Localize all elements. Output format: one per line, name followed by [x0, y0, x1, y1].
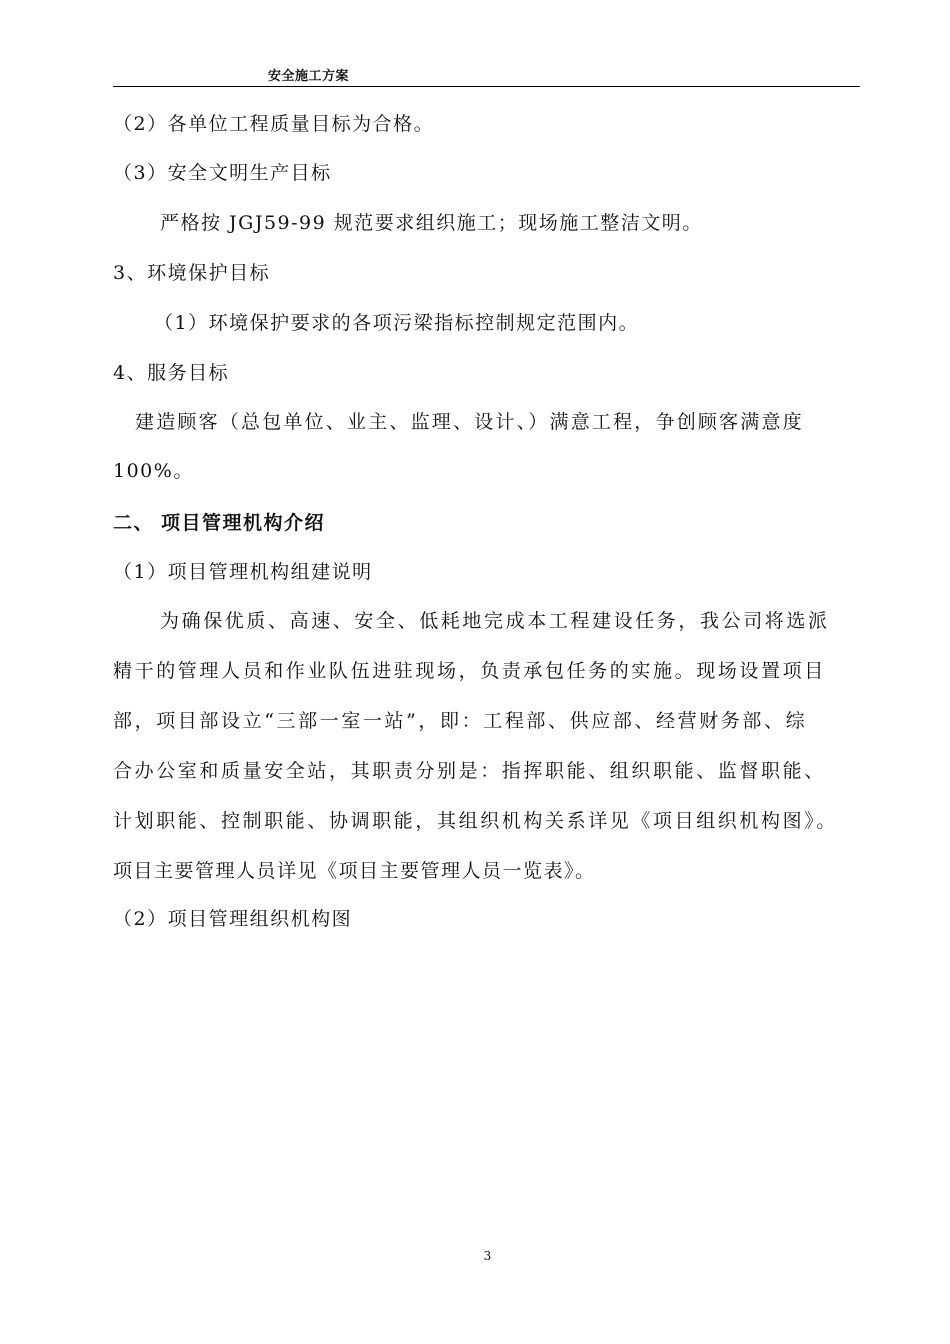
text-line: 严格按 JGJ59-99 规范要求组织施工；现场施工整洁文明。	[160, 212, 703, 234]
text-line: （1）环境保护要求的各项污梁指标控制规定范围内。	[154, 312, 640, 334]
paragraph-line: 为确保优质、高速、安全、低耗地完成本工程建设任务，我公司将选派	[160, 610, 830, 632]
section-title: 项目管理机构介绍	[161, 512, 326, 534]
paragraph-line: 项目主要管理人员详见《项目主要管理人员一览表》。	[113, 860, 596, 882]
subsection-heading: （1）项目管理机构组建说明	[113, 561, 373, 583]
subsection-heading: （2）项目管理组织机构图	[113, 908, 353, 930]
text-line: （2）各单位工程质量目标为合格。	[113, 113, 435, 135]
text-line: 3、环境保护目标	[113, 262, 271, 284]
paragraph-line: 部，项目部设立“三部一室一站”，即：工程部、供应部、经营财务部、综	[113, 710, 808, 732]
text-line: 100%。	[113, 460, 194, 482]
paragraph-line: 合办公室和质量安全站，其职责分别是：指挥职能、组织职能、监督职能、	[113, 760, 826, 782]
text-line: （3）安全文明生产目标	[113, 162, 332, 184]
section-heading	[113, 509, 950, 537]
section-number: 二、	[113, 512, 155, 534]
page-header-title: 安全施工方案	[268, 69, 350, 84]
paragraph-line: 精干的管理人员和作业队伍进驻现场，负责承包任务的实施。现场设置项目	[113, 660, 826, 682]
text-line: 4、服务目标	[113, 362, 230, 384]
text-line: 建造顾客（总包单位、业主、监理、设计、）满意工程，争创顾客满意度	[135, 411, 804, 433]
page-number: 3	[483, 1249, 492, 1263]
paragraph-line: 计划职能、控制职能、协调职能，其组织机构关系详见《项目组织机构图》。	[113, 810, 838, 832]
header-rule	[113, 86, 860, 87]
